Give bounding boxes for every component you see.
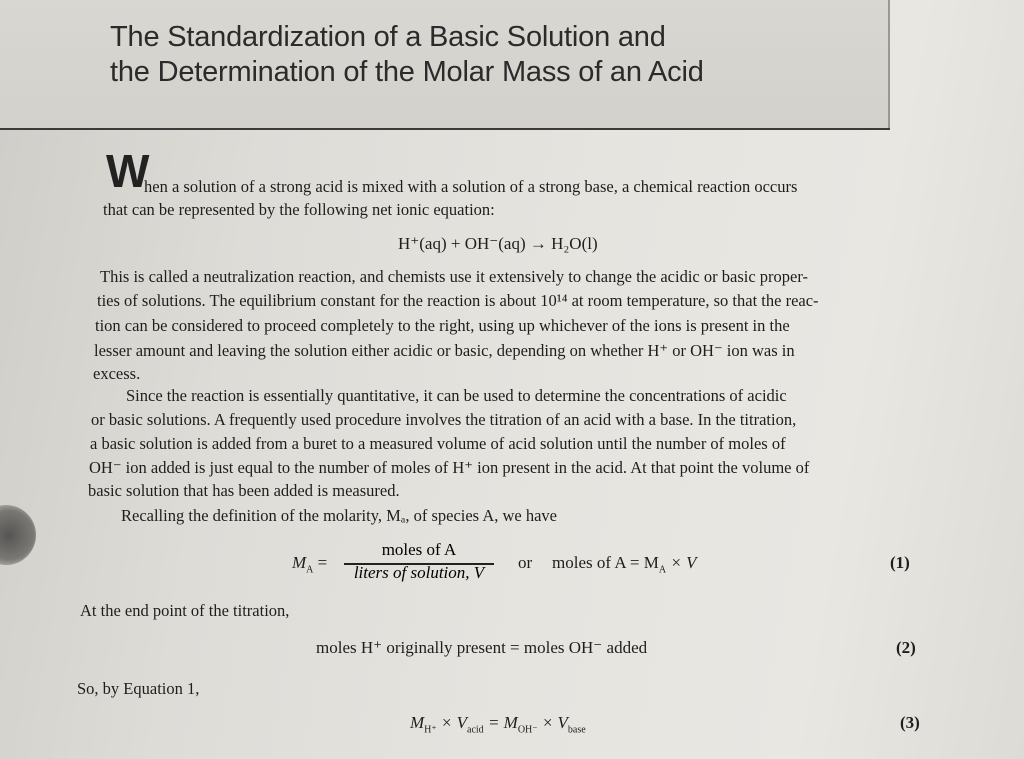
eq1-lhs-symbol: M [292, 553, 307, 572]
page-title [110, 20, 704, 90]
para5: So, by Equation 1, [77, 679, 200, 698]
para3: Recalling the definition of the molarity, Mₐ, of species A, we have [121, 506, 557, 525]
intro-line-1: hen a solution of a strong acid is mixed with a solution of a strong base, a chemical reaction occurs [144, 177, 798, 196]
eq3-m1: M [410, 713, 425, 732]
para1-line-4: lesser amount and leaving the solution either acidic or basic, depending on whether H⁺ or OH⁻ ion was in [94, 341, 795, 360]
eq1-lhs-sub: A [306, 564, 314, 576]
eq3-number: (3) [900, 713, 920, 732]
para2-line-4: OH⁻ ion added is just equal to the number of moles of H⁺ ion present in the acid. At that point the volume of [89, 458, 810, 477]
para1-line-2: ties of solutions. The equilibrium constant for the reaction is about 10¹⁴ at room temperature, so that the reac- [97, 291, 819, 310]
eq3-v2: × V [537, 713, 568, 732]
eq1-numerator: moles of A [381, 540, 457, 559]
para1-line-3: tion can be considered to proceed completely to the right, using up whichever of the ions is present in the [95, 316, 790, 335]
para2-line-5: basic solution that has been added is measured. [88, 481, 400, 500]
eq1-rhs-text: moles of A = M [552, 553, 659, 572]
title-line-2: the Determination of the Molar Mass of an Acid [110, 56, 704, 88]
eq3-m2: = M [483, 713, 518, 732]
eq1-equals: = [317, 553, 328, 572]
eq3-m1-sub: H⁺ [424, 724, 437, 736]
eq1-or: or [518, 553, 533, 572]
eq1-rhs-tail: × V [666, 553, 697, 572]
eq3-v1: × V [436, 713, 468, 732]
para2-line-2: or basic solutions. A frequently used procedure involves the titration of an acid with a base. In the titration, [91, 410, 797, 429]
eq2: moles H⁺ originally present = moles OH⁻ added [316, 638, 648, 657]
eq2-number: (2) [896, 638, 916, 657]
eq1-rhs-sub: A [658, 564, 667, 576]
eq1-lhs [292, 553, 328, 576]
binder-hole-middle [0, 505, 36, 565]
eq3-m2-sub: OH⁻ [517, 724, 538, 736]
intro-line-2: that can be represented by the following net ionic equation: [103, 200, 495, 219]
net-ionic-equation: H⁺(aq) + OH⁻(aq) → H₂O(l) [398, 234, 598, 253]
eq1-rhs [552, 553, 697, 576]
para2-line-3: a basic solution is added from a buret to a measured volume of acid solution until the number of moles of [90, 434, 786, 453]
para1-line-1: This is called a neutralization reaction, and chemists use it extensively to change the acidic or basic proper- [100, 267, 808, 286]
eq1-number: (1) [890, 553, 910, 572]
eq3 [410, 713, 586, 736]
title-line-1: The Standardization of a Basic Solution and [110, 21, 666, 53]
drop-cap: W [106, 145, 150, 197]
eq3-v1-sub: acid [467, 724, 484, 736]
para4: At the end point of the titration, [80, 601, 290, 620]
title-banner [0, 0, 890, 130]
para2-line-1: Since the reaction is essentially quantitative, it can be used to determine the concentrations of acidic [126, 386, 787, 405]
eq1-denominator: liters of solution, V [353, 563, 485, 582]
para1-line-5: excess. [93, 364, 141, 383]
banner-edge [888, 0, 890, 128]
eq3-v2-sub: base [567, 724, 586, 736]
